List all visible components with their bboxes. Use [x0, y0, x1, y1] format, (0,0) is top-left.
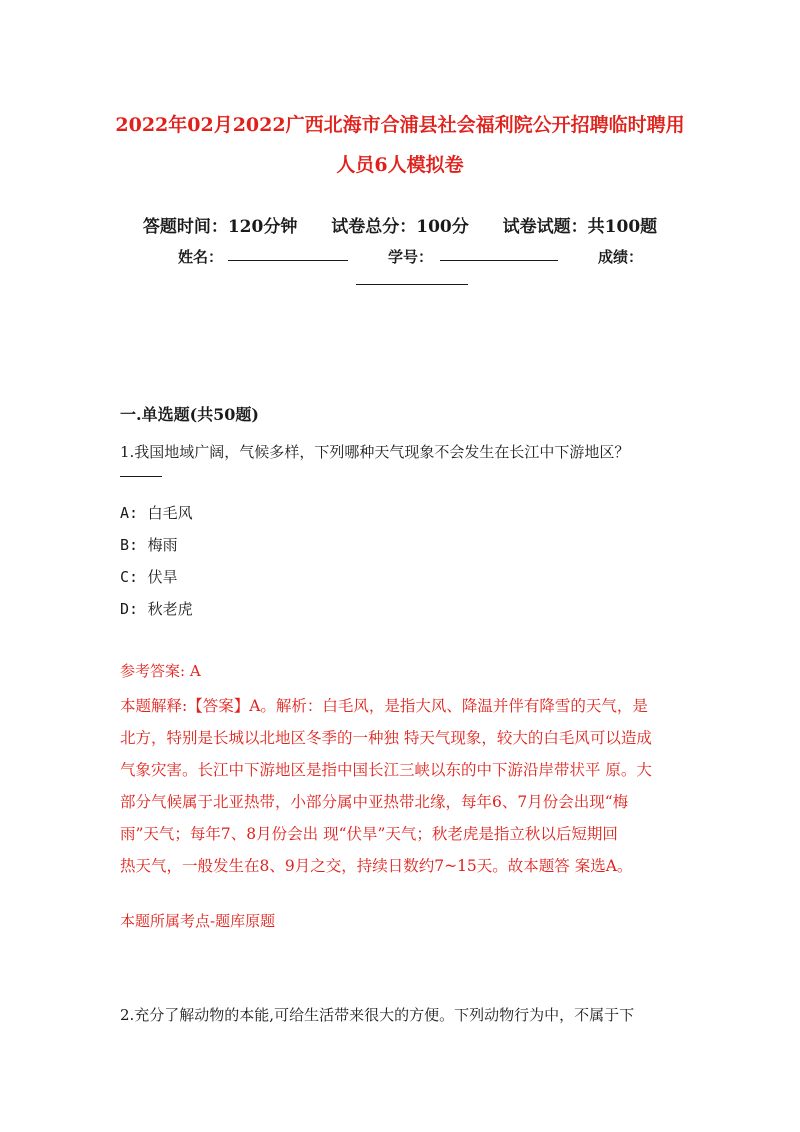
reference-answer: 参考答案: A — [120, 662, 201, 680]
explanation-line: 北方，特别是长城以北地区冬季的一种独 特天气现象，较大的白毛风可以造成 — [120, 729, 652, 747]
explanation-line: 雨”天气；每年7、8月份会出 现“伏旱”天气；秋老虎是指立秋以后短期回 — [120, 825, 618, 843]
explanation-line: 热天气，一般发生在8、9月之交，持续日数约7~15天。故本题答 案选A。 — [120, 857, 633, 875]
exam-title-line-1: 2022年02月2022广西北海市合浦县社会福利院公开招聘临时聘用 — [115, 114, 685, 136]
option-text: 梅雨 — [147, 536, 178, 554]
exam-total-score: 试卷总分：100分 — [331, 217, 469, 237]
section-title: 一.单选题(共50题) — [120, 405, 259, 424]
explanation-line: 气象灾害。长江中下游地区是指中国长江三峡以东的中下游沿岸带状平 原。大 — [120, 761, 652, 779]
name-label: 姓名： — [178, 248, 224, 266]
option-text: 秋老虎 — [147, 600, 193, 618]
exam-question-count: 试卷试题：共100题 — [502, 217, 658, 237]
exam-info — [0, 212, 800, 237]
explanation — [120, 690, 690, 882]
question-2-text: 2.充分了解动物的本能,可给生活带来很大的方便。下列动物行为中，不属于下 — [120, 1006, 635, 1024]
question-1-text: 1.我国地域广阔，气候多样，下列哪种天气现象不会发生在长江中下游地区？ — [120, 443, 630, 461]
option-a — [120, 502, 193, 523]
option-key: B: — [120, 536, 139, 554]
answer-blank — [120, 476, 162, 477]
option-b — [120, 534, 178, 555]
option-text: 伏旱 — [147, 568, 178, 586]
id-label: 学号： — [388, 248, 434, 266]
score-field[interactable] — [356, 270, 468, 285]
score-label: 成绩： — [598, 248, 644, 266]
option-key: C: — [120, 568, 139, 586]
option-text: 白毛风 — [147, 504, 193, 522]
id-field[interactable] — [440, 246, 558, 261]
question-category: 本题所属考点-题库原题 — [120, 912, 276, 930]
option-c — [120, 566, 178, 587]
name-field[interactable] — [228, 246, 348, 261]
option-d — [120, 598, 193, 619]
explanation-line: 本题解释:【答案】A。解析：白毛风，是指大风、降温并伴有降雪的天气，是 — [120, 697, 648, 715]
explanation-line: 部分气候属于北亚热带，小部分属中亚热带北缘，每年6、7月份会出现“梅 — [120, 793, 629, 811]
option-key: D: — [120, 600, 139, 618]
exam-title-line-2: 人员6人模拟卷 — [336, 154, 464, 176]
exam-time: 答题时间：120分钟 — [142, 217, 298, 237]
option-key: A: — [120, 504, 139, 522]
